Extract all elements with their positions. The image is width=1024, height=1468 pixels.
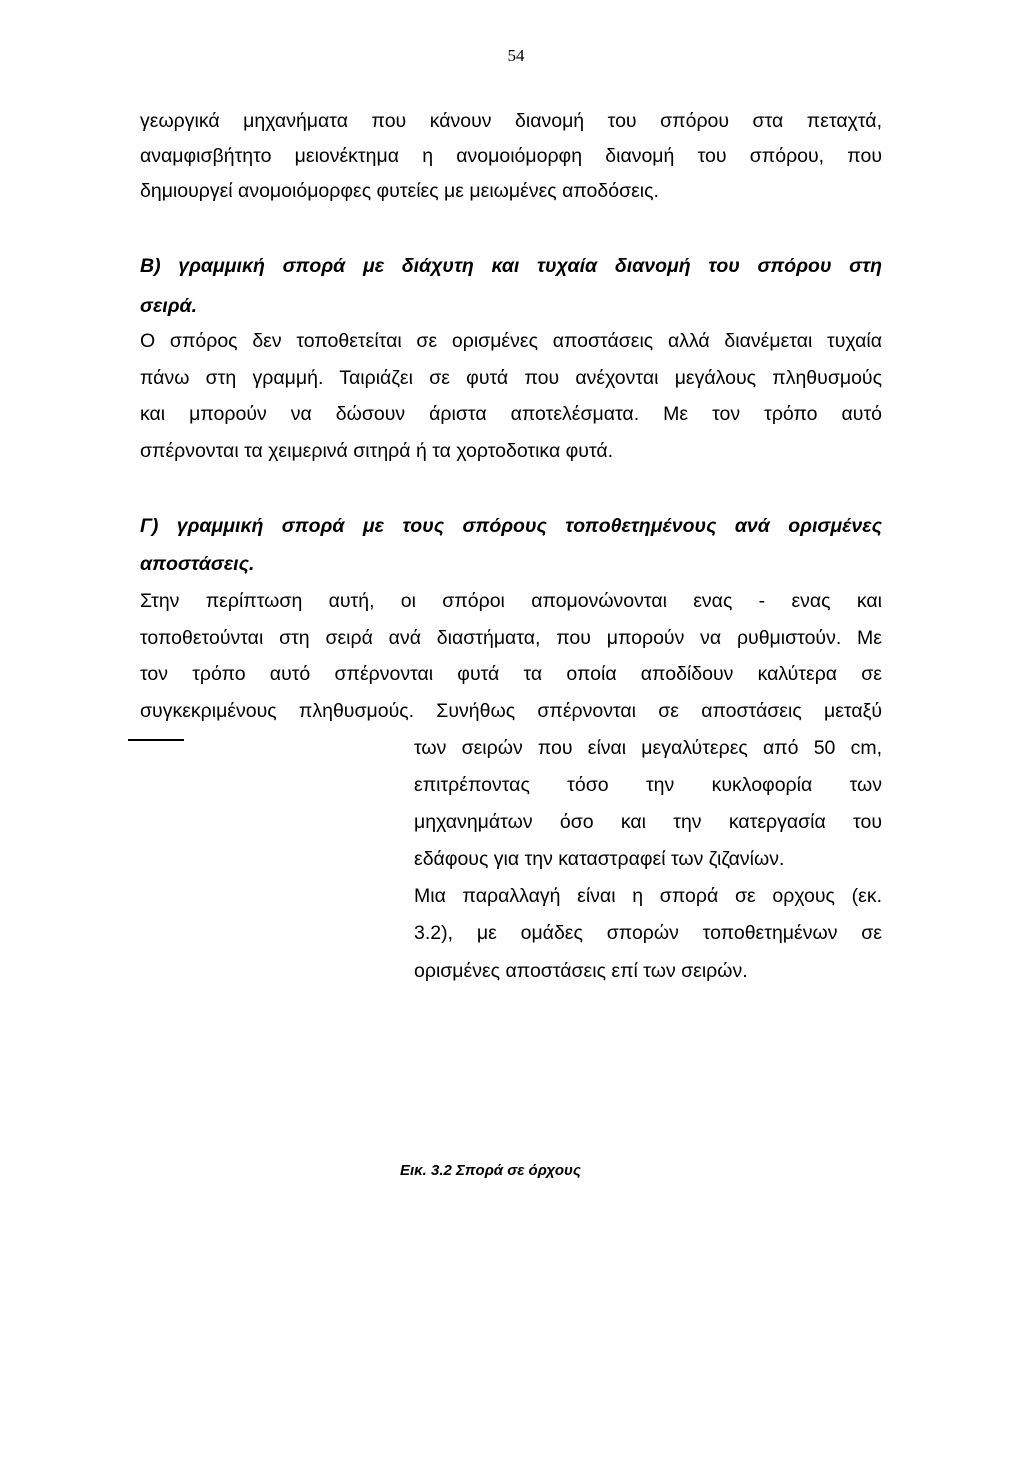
paragraph-line: επιτρέποντας τόσο την κυκλοφορία των bbox=[414, 774, 882, 796]
page-number: 54 bbox=[507, 46, 525, 65]
section-heading-b: Β) γραμμική σπορά με διάχυτη και τυχαία διανομή του σπόρου στη bbox=[140, 255, 882, 277]
paragraph-line: των σειρών που είναι μεγαλύτερες από 50 cm, bbox=[414, 737, 882, 759]
paragraph-line: συγκεκριμένους πληθυσμούς. Συνήθως σπέρνονται σε αποστάσεις μεταξύ bbox=[140, 700, 882, 722]
paragraph-line: τον τρόπο αυτό σπέρνονται φυτά τα οποία αποδίδουν καλύτερα σε bbox=[140, 663, 882, 685]
section-heading-b-cont: σειρά. bbox=[140, 295, 198, 317]
paragraph-line: γεωργικά μηχανήματα που κάνουν διανομή του σπόρου στα πεταχτά, bbox=[140, 110, 882, 132]
paragraph-line: μηχανημάτων όσο και την κατεργασία του bbox=[414, 811, 882, 833]
paragraph-line: αναμφισβήτητο μειονέκτημα η ανομοιόμορφη διανομή του σπόρου, που bbox=[140, 145, 882, 167]
paragraph-line: ορισμένες αποστάσεις επί των σειρών. bbox=[414, 960, 748, 982]
section-heading-g-cont: αποστάσεις. bbox=[140, 553, 255, 575]
paragraph-line: πάνω στη γραμμή. Ταιριάζει σε φυτά που ανέχονται μεγάλους πληθυσμούς bbox=[140, 367, 882, 389]
paragraph-line: εδάφους για την καταστραφεί των ζιζανίων. bbox=[414, 848, 785, 870]
paragraph-line: Στην περίπτωση αυτή, οι σπόροι απομονώνονται ενας - ενας και bbox=[140, 590, 882, 612]
paragraph-line: τοποθετούνται στη σειρά ανά διαστήματα, που μπορούν να ρυθμιστούν. Με bbox=[140, 627, 882, 649]
paragraph-line: Μια παραλλαγή είναι η σπορά σε ορχους (εκ. bbox=[414, 885, 882, 907]
figure-caption: Εικ. 3.2 Σπορά σε όρχους bbox=[400, 1162, 581, 1179]
paragraph-line: και μπορούν να δώσουν άριστα αποτελέσματα. Με τον τρόπο αυτό bbox=[140, 403, 882, 425]
paragraph-line: 3.2), με ομάδες σπορών τοποθετημένων σε bbox=[414, 922, 882, 944]
paragraph-line: δημιουργεί ανομοιόμορφες φυτείες με μειωμένες αποδόσεις. bbox=[140, 180, 659, 202]
figure-marker-line bbox=[128, 739, 184, 741]
paragraph-line: Ο σπόρος δεν τοποθετείται σε ορισμένες αποστάσεις αλλά διανέμεται τυχαία bbox=[140, 330, 882, 352]
paragraph-line: σπέρνονται τα χειμερινά σιτηρά ή τα χορτοδοτικα φυτά. bbox=[140, 440, 614, 462]
section-heading-g: Γ) γραμμική σπορά με τους σπόρους τοποθετημένους ανά ορισμένες bbox=[140, 515, 882, 537]
